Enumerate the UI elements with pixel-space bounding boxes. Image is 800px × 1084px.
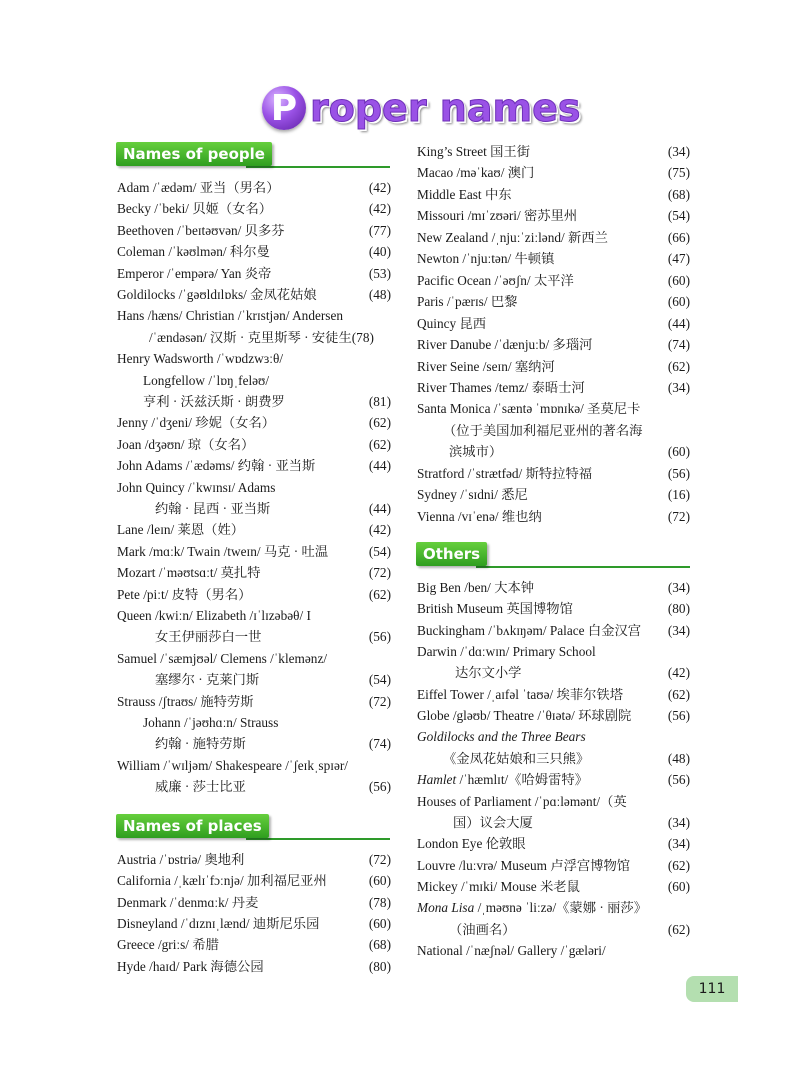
entry-page-ref: (72) (368, 852, 391, 867)
entry-page-ref: (60) (368, 915, 391, 931)
entry-text: John Adams /ˈædəms/ 约翰 · 亚当斯 (117, 458, 316, 474)
entry-line (117, 241, 391, 262)
entry-page-ref: (77) (368, 222, 391, 238)
entry-text: Coleman /ˈkəʊlmən/ 科尔曼 (117, 244, 270, 260)
entry-page-ref: (75) (667, 165, 690, 181)
entry-page-ref: (42) (368, 522, 391, 538)
entry-line (417, 855, 690, 876)
entry-text: /ˈændəsən/ 汉斯 · 克里斯琴 · 安徒生(78) (149, 329, 374, 345)
entry-text: Hamlet /ˈhæmlɪt/《哈姆雷特》 (417, 772, 589, 788)
title-initial-badge (262, 86, 306, 130)
entry-text: Hyde /haɪd/ Park 海德公园 (117, 958, 264, 974)
entry-page-ref: (62) (368, 586, 391, 602)
entry-line (417, 248, 690, 269)
entry-text: Quincy 昆西 (417, 315, 487, 331)
entry-page-ref: (42) (368, 180, 391, 195)
entry-page-ref: (48) (667, 750, 690, 766)
entry-text: Samuel /ˈsæmjʊəl/ Clemens /ˈklemənz/ (117, 650, 328, 666)
entry-text: Paris /ˈpærɪs/ 巴黎 (417, 294, 518, 310)
entry-text: 塞缪尔 · 克莱门斯 (155, 672, 260, 688)
entry-line (455, 662, 690, 683)
entry-text: （位于美国加利福尼亚州的著名海 (443, 422, 643, 438)
entry-line (417, 833, 690, 854)
entry-text: William /ˈwɪljəm/ Shakespeare /ˈʃeɪkˌspɪər/ (117, 757, 348, 773)
entry-text: Pete /piːt/ 皮特（男名） (117, 586, 252, 602)
entry-page-ref: (62) (667, 358, 690, 374)
entry-text: King’s Street 国王街 (417, 144, 531, 159)
entry-line (417, 506, 690, 527)
entry-page-ref: (56) (667, 772, 690, 788)
entry-page-ref: (74) (368, 736, 391, 752)
entry-line (117, 177, 391, 198)
section-rule (246, 838, 390, 840)
entry-text: 约翰 · 昆西 · 亚当斯 (155, 501, 271, 516)
entry-line (143, 712, 391, 733)
entry-line (417, 726, 690, 747)
entry-text: Houses of Parliament /ˈpɑːləmənt/（英 (417, 793, 627, 809)
entry-text: River Seine /seɪn/ 塞纳河 (417, 358, 555, 374)
entry-page-ref: (60) (667, 272, 690, 288)
entry-text: Adam /ˈædəm/ 亚当（男名） (117, 180, 280, 195)
entry-text: Newton /ˈnjuːtən/ 牛顿镇 (417, 251, 555, 267)
entry-text: 达尔文小学 (455, 665, 522, 681)
entry-line (117, 913, 391, 934)
entry-page-ref: (81) (368, 394, 391, 409)
entry-line (117, 605, 391, 626)
entry-text: John Quincy /ˈkwɪnsɪ/ Adams (117, 479, 276, 495)
entry-line (117, 849, 391, 870)
entry-text: Goldilocks and the Three Bears (417, 729, 586, 745)
entry-line (117, 305, 391, 326)
entry-text: Longfellow /ˈlɒŋˌfeləʊ/ (143, 372, 270, 388)
entry-line (117, 477, 391, 498)
entry-text: Austria /ˈɒstriə/ 奥地利 (117, 852, 245, 867)
entry-line (155, 776, 391, 797)
entry-line (417, 270, 690, 291)
entry-line (417, 291, 690, 312)
entry-line (117, 648, 391, 669)
entry-line (417, 184, 690, 205)
entry-page-ref: (74) (667, 337, 690, 353)
entry-text: British Museum 英国博物馆 (417, 601, 573, 617)
section-rule (476, 566, 690, 568)
section-header-people (116, 142, 390, 168)
entry-line (155, 669, 391, 690)
entry-text: Jenny /ˈdʒeni/ 珍妮（女名） (117, 415, 276, 431)
entry-line (443, 420, 690, 441)
entry-page-ref: (42) (667, 665, 690, 681)
entry-text: Mark /mɑːk/ Twain /tweɪn/ 马克 · 吐温 (117, 543, 329, 559)
entry-text: Darwin /ˈdɑːwɪn/ Primary School (417, 644, 596, 660)
entry-line (417, 598, 690, 619)
entry-line (155, 733, 391, 754)
entry-page-ref: (34) (667, 622, 690, 638)
section-header-others (416, 542, 690, 568)
entry-line (117, 348, 391, 369)
entry-page-ref: (66) (667, 229, 690, 245)
entry-line (417, 940, 690, 961)
entry-line (417, 577, 690, 598)
entry-text: Goldilocks /ˈgəʊldɪlɒks/ 金凤花姑娘 (117, 287, 317, 302)
entry-page-ref: (72) (667, 508, 690, 524)
entry-line (453, 812, 690, 833)
entry-line (117, 455, 391, 476)
entry-text: 《金凤花姑娘和三只熊》 (443, 750, 590, 766)
entry-text: Greece /griːs/ 希腊 (117, 937, 219, 953)
section-title: Others (416, 542, 487, 566)
entry-text: Louvre /luːvrə/ Museum 卢浮宫博物馆 (417, 857, 631, 873)
entry-line (117, 284, 391, 305)
entry-page-ref: (44) (667, 315, 690, 331)
entry-line (417, 484, 690, 505)
entry-line (417, 227, 690, 248)
entry-page-ref: (72) (368, 565, 391, 581)
entry-line (417, 641, 690, 662)
entry-line (117, 870, 391, 891)
entry-line (417, 620, 690, 641)
entry-text: Mona Lisa /ˌməʊnə ˈliːzə/《蒙娜 · 丽莎》 (417, 900, 647, 916)
section-title: Names of people (116, 142, 272, 166)
entry-line (117, 519, 391, 540)
entry-line (417, 769, 690, 790)
entry-text: Pacific Ocean /ˈəʊʃn/ 太平洋 (417, 272, 574, 288)
entry-line (117, 220, 391, 241)
entry-line (117, 934, 391, 955)
entry-page-ref: (60) (368, 873, 391, 889)
entry-page-ref: (34) (667, 379, 690, 395)
entry-line (117, 198, 391, 219)
entry-page-ref: (34) (667, 814, 690, 830)
entry-page-ref: (56) (667, 708, 690, 724)
entry-page-ref: (54) (368, 543, 391, 559)
entry-page-ref: (40) (368, 244, 391, 260)
entry-line (155, 626, 391, 647)
entry-text: 威廉 · 莎士比亚 (155, 779, 246, 795)
section-title: Names of places (116, 814, 269, 838)
entry-line (417, 791, 690, 812)
entry-page-ref: (47) (667, 251, 690, 267)
entry-text: Johann /ˈjəʊhɑːn/ Strauss (143, 715, 279, 730)
entry-page-ref: (54) (667, 208, 690, 224)
entry-text: London Eye 伦敦眼 (417, 836, 526, 852)
entry-line (117, 263, 391, 284)
entry-line (417, 141, 690, 162)
entry-page-ref: (60) (667, 444, 690, 460)
entry-line (417, 334, 690, 355)
entry-text: （油画名） (449, 921, 516, 937)
entry-text: 滨城市） (449, 444, 503, 460)
entry-text: National /ˈnæʃnəl/ Gallery /ˈgæləri/ (417, 942, 606, 958)
entry-line (155, 498, 391, 519)
entry-text: Strauss /ʃtraʊs/ 施特劳斯 (117, 693, 254, 709)
entry-text: Disneyland /ˈdɪznɪˌlænd/ 迪斯尼乐园 (117, 915, 320, 931)
entry-line (417, 705, 690, 726)
entry-text: Becky /ˈbeki/ 贝姬（女名） (117, 201, 273, 217)
section-rule (246, 166, 390, 168)
entry-page-ref: (34) (667, 580, 690, 595)
entry-text: Lane /leɪn/ 莱恩（姓） (117, 522, 245, 538)
entry-text: New Zealand /ˌnjuːˈziːlənd/ 新西兰 (417, 229, 608, 245)
entry-text: Eiffel Tower /ˌaɪfəl ˈtaʊə/ 埃菲尔铁塔 (417, 686, 624, 702)
entry-line (417, 162, 690, 183)
entry-line (117, 755, 391, 776)
entry-text: 国）议会大厦 (453, 814, 533, 830)
entry-page-ref: (34) (667, 836, 690, 852)
title-text: roper names (310, 86, 581, 130)
entry-page-ref: (48) (368, 287, 391, 302)
entry-page-ref: (80) (368, 958, 391, 974)
entry-text: Vienna /vɪˈenə/ 维也纳 (417, 508, 542, 524)
entry-text: 女王伊丽莎白一世 (155, 629, 262, 645)
entry-text: Macao /məˈkaʊ/ 澳门 (417, 165, 535, 181)
entry-line (417, 463, 690, 484)
entry-page-ref: (62) (667, 857, 690, 873)
entry-text: Joan /dʒəʊn/ 琼（女名） (117, 436, 255, 452)
entry-line (443, 748, 690, 769)
entry-text: Globe /gləʊb/ Theatre /ˈθɪətə/ 环球剧院 (417, 708, 632, 724)
entry-line (417, 356, 690, 377)
entry-page-ref: (60) (667, 878, 690, 894)
entry-text: Big Ben /ben/ 大本钟 (417, 580, 535, 595)
entry-text: Henry Wadsworth /ˈwɒdzwɜːθ/ (117, 351, 284, 367)
entry-text: Hans /hæns/ Christian /ˈkrɪstjən/ Andersen (117, 308, 344, 324)
entry-page-ref: (62) (368, 415, 391, 431)
entry-line (417, 377, 690, 398)
entry-line (117, 691, 391, 712)
entry-line (117, 584, 391, 605)
entry-text: 亨利 · 沃兹沃斯 · 朗费罗 (143, 394, 285, 409)
entry-page-ref: (34) (667, 144, 690, 159)
entry-line (117, 412, 391, 433)
entry-page-ref: (62) (368, 436, 391, 452)
entry-text: Mozart /ˈməʊtsɑːt/ 莫扎特 (117, 565, 261, 581)
entry-page-ref: (68) (368, 937, 391, 953)
entry-text: Santa Monica /ˈsæntə ˈmɒnɪkə/ 圣莫尼卡 (417, 401, 641, 417)
entry-page-ref: (68) (667, 186, 690, 202)
entry-line (417, 398, 690, 419)
entry-text: River Thames /temz/ 泰晤士河 (417, 379, 585, 395)
entry-page-ref: (56) (368, 779, 391, 795)
entry-line (417, 876, 690, 897)
entry-page-ref: (44) (368, 458, 391, 474)
entry-page-ref: (72) (368, 693, 391, 709)
entry-line (117, 541, 391, 562)
entry-line (149, 327, 391, 348)
entry-line (117, 956, 391, 977)
entry-text: Missouri /mɪˈzʊəri/ 密苏里州 (417, 208, 578, 224)
entry-page-ref: (16) (667, 487, 690, 503)
section-header-places (116, 814, 390, 840)
entry-line (417, 313, 690, 334)
entry-text: River Danube /ˈdænjuːb/ 多瑙河 (417, 337, 593, 353)
page-title (262, 82, 580, 134)
entry-text: Stratford /ˈstrætfəd/ 斯特拉特福 (417, 465, 593, 481)
entry-page-ref: (54) (368, 672, 391, 688)
entry-line (417, 897, 690, 918)
entry-page-ref: (44) (368, 501, 391, 516)
entry-line (117, 434, 391, 455)
entry-text: 约翰 · 施特劳斯 (155, 736, 246, 752)
entry-page-ref: (60) (667, 294, 690, 310)
page-number: 111 (686, 976, 738, 1002)
entry-line (449, 441, 690, 462)
entry-page-ref: (62) (667, 921, 690, 937)
entry-page-ref: (56) (368, 629, 391, 645)
entry-text: Denmark /ˈdenmɑːk/ 丹麦 (117, 894, 259, 910)
entry-page-ref: (56) (667, 465, 690, 481)
entry-line (117, 562, 391, 583)
entry-line (417, 684, 690, 705)
entry-text: Beethoven /ˈbeɪtəʊvən/ 贝多芬 (117, 222, 285, 238)
entry-page-ref: (80) (667, 601, 690, 617)
entry-page-ref: (62) (667, 686, 690, 702)
entry-line (449, 919, 690, 940)
entry-text: California /ˌkælɪˈfɔːnjə/ 加利福尼亚州 (117, 873, 327, 889)
entry-line (117, 892, 391, 913)
entry-text: Middle East 中东 (417, 186, 512, 202)
entry-line (143, 391, 391, 412)
title-initial: P (270, 87, 298, 129)
entry-text: Emperor /ˈempərə/ Yan 炎帝 (117, 265, 272, 281)
entry-page-ref: (42) (368, 201, 391, 217)
entry-page-ref: (78) (368, 894, 391, 910)
entry-text: Queen /kwiːn/ Elizabeth /ɪˈlɪzəbəθ/ I (117, 608, 311, 623)
entry-text: Mickey /ˈmɪki/ Mouse 米老鼠 (417, 878, 580, 894)
entry-text: Sydney /ˈsɪdni/ 悉尼 (417, 487, 528, 503)
entry-line (417, 205, 690, 226)
entry-page-ref: (53) (368, 265, 391, 281)
entry-line (143, 370, 391, 391)
entry-text: Buckingham /ˈbʌkɪŋəm/ Palace 白金汉宫 (417, 622, 642, 638)
